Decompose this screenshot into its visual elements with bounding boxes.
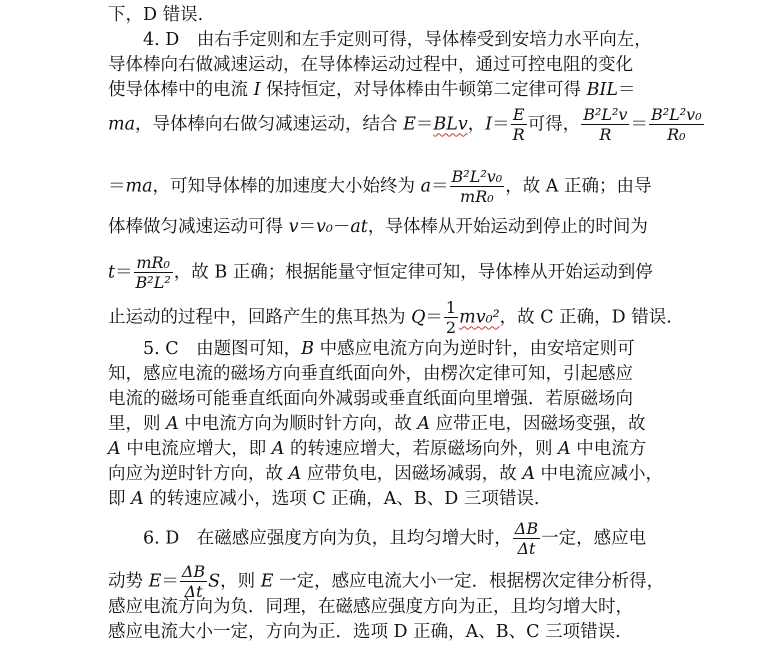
text: 的转速应增大，若原磁场向外，则 <box>284 439 559 459</box>
text: 中电流方 <box>570 439 647 459</box>
variable: A <box>558 439 571 459</box>
text: 可得， <box>527 114 581 135</box>
variable: A <box>522 464 535 484</box>
text: ，故 C 正确，D 错误. <box>499 307 672 328</box>
text: 里，则 <box>108 414 167 434</box>
text: ＝ <box>492 114 510 135</box>
fraction <box>511 106 527 144</box>
variable: Q <box>411 307 426 328</box>
numerator: B²L²v₀ <box>650 105 702 124</box>
variable: A <box>417 414 430 434</box>
text: 一定，感应电 <box>541 528 647 549</box>
variable: ma <box>125 176 153 197</box>
variable: S <box>208 571 221 592</box>
numerator: mR₀ <box>134 254 173 273</box>
text-line <box>108 299 672 337</box>
text-line <box>143 29 652 51</box>
variable: v₀ <box>315 217 333 237</box>
denominator: B²L² <box>135 273 171 292</box>
variable: E <box>403 114 416 135</box>
text-line <box>108 621 621 643</box>
denominator: 2 <box>445 318 457 337</box>
text: ＝ <box>431 176 449 197</box>
text: 感应电流大小一定，方向为正．选项 D 正确，A、B、C 三项错误. <box>108 622 621 642</box>
text-line <box>108 488 539 510</box>
text: 应带负电，因磁场减弱，故 <box>301 464 523 484</box>
text: 中电流应增大，即 <box>120 439 272 459</box>
numerator: ΔB <box>181 562 206 581</box>
text: 中电流应减小， <box>534 464 664 484</box>
variable: A <box>166 414 179 434</box>
variable: A <box>108 439 121 459</box>
text: 导体棒向右做减速运动，在导体棒运动过程中，通过可控电阻的变化 <box>108 55 633 75</box>
variable: E <box>148 571 162 592</box>
variable: v <box>288 217 299 237</box>
denominator: R <box>512 125 525 144</box>
text-line <box>143 338 635 360</box>
text: 向应为逆时针方向，故 <box>108 464 289 484</box>
text: ＝ <box>425 307 443 328</box>
variable: a <box>420 176 432 197</box>
text: 下，D 错误. <box>108 5 204 25</box>
denominator: Δt <box>517 539 536 558</box>
numerator: B²L²v₀ <box>451 167 503 186</box>
variable: I <box>485 114 493 135</box>
numerator: 1 <box>445 298 457 317</box>
text-line <box>108 216 648 238</box>
text-line <box>143 520 646 558</box>
text-line <box>108 254 653 292</box>
variable: E <box>260 571 274 592</box>
text: 电流的磁场可能垂直纸面向外减弱或垂直纸面向里增强．若原磁场向 <box>108 389 633 409</box>
text: ＝ <box>161 571 179 592</box>
text: 体棒做匀减速运动可得 <box>108 217 289 237</box>
text-line <box>108 363 633 385</box>
text-line <box>108 438 646 460</box>
text-line <box>108 4 203 26</box>
text: ＝ <box>108 176 126 197</box>
fraction <box>581 106 629 144</box>
fraction <box>134 254 173 292</box>
text: 止运动的过程中，回路产生的焦耳热为 <box>108 307 412 328</box>
text: ＝ <box>618 80 636 100</box>
denominator: R₀ <box>667 125 686 144</box>
text: ，则 <box>220 571 261 592</box>
variable: at <box>350 217 368 237</box>
text-line <box>108 388 633 410</box>
variable: ma <box>108 114 136 135</box>
text: － <box>332 217 351 237</box>
text: ，导体棒从开始运动到停止的时间为 <box>367 217 648 237</box>
text: 的转速应减小，选项 C 正确，A、B、D 三项错误. <box>143 489 540 509</box>
text-line <box>108 413 646 435</box>
text: 保持恒定，对导体棒由牛顿第二定律可得 <box>260 80 587 100</box>
text: 中感应电流方向为逆时针，由安培定则可 <box>314 339 635 359</box>
text: ， <box>467 114 486 135</box>
denominator: Δt <box>184 582 203 601</box>
variable: I <box>253 80 261 100</box>
denominator: R <box>599 125 612 144</box>
text: 即 <box>108 489 132 509</box>
text-line <box>108 106 705 144</box>
variable: A <box>271 439 285 459</box>
variable: B <box>301 339 315 359</box>
variable: mv₀² <box>459 307 500 328</box>
text: ＝ <box>630 114 648 135</box>
text-line <box>108 79 636 101</box>
numerator: B²L²v <box>583 105 628 124</box>
variable: A <box>131 489 144 509</box>
denominator: mR₀ <box>460 187 494 206</box>
fraction <box>513 520 540 558</box>
text-line <box>108 168 651 206</box>
text: 一定，感应电流大小一定．根据楞次定律分析得， <box>273 571 665 592</box>
text: 4. D 由右手定则和左手定则可得，导体棒受到安培力水平向左， <box>143 30 652 50</box>
text: 感应电流方向为负．同理，在磁感应强度方向为正，且均匀增大时， <box>108 597 633 617</box>
text: 6. D 在磁感应强度方向为负，且均匀增大时， <box>143 528 512 549</box>
text: 使导体棒中的电流 <box>108 80 254 100</box>
text-line <box>108 463 663 485</box>
numerator: E <box>511 106 527 125</box>
text-line <box>108 54 633 76</box>
text: ＝ <box>415 114 434 135</box>
text: 中电流方向为顺时针方向，故 <box>178 414 418 434</box>
text: 应带正电，因磁场变强，故 <box>429 414 646 434</box>
variable: t <box>108 262 116 283</box>
text: 动势 <box>108 571 149 592</box>
text: 5. C 由题图可知， <box>143 339 302 359</box>
text: ，可知导体棒的加速度大小始终为 <box>152 176 421 197</box>
text: ，故 B 正确；根据能量守恒定律可知，导体棒从开始运动到停 <box>173 262 653 283</box>
text: ＝ <box>115 262 133 283</box>
text: ，故 A 正确；由导 <box>505 176 652 197</box>
text: 知，感应电流的磁场方向垂直纸面向外，由楞次定律可知，引起感应 <box>108 364 633 384</box>
text: ，导体棒向右做匀减速运动，结合 <box>135 114 404 135</box>
text-line <box>108 596 633 618</box>
fraction <box>450 168 505 206</box>
variable: A <box>288 464 302 484</box>
variable: BLv <box>433 114 468 135</box>
variable: BIL <box>586 80 619 100</box>
numerator: ΔB <box>514 519 539 538</box>
fraction <box>444 299 458 337</box>
fraction <box>649 106 704 144</box>
text: ＝ <box>298 217 316 237</box>
